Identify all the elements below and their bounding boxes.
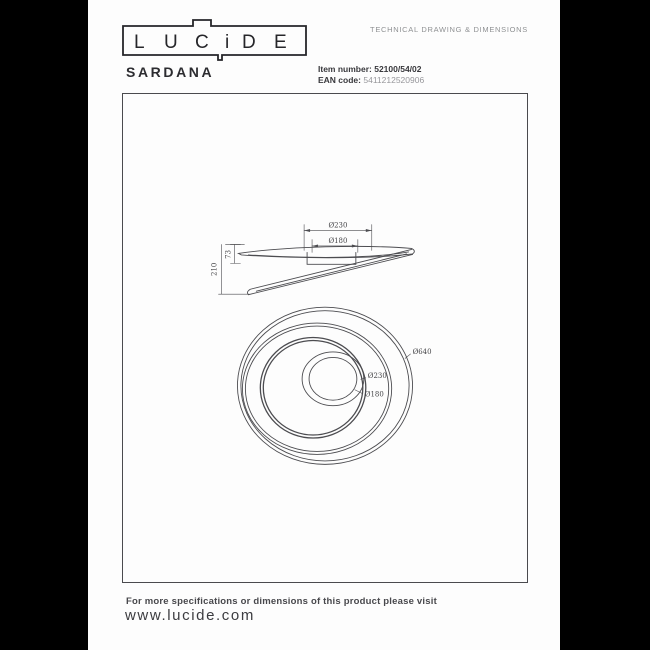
top-dim-640-label: Ø640 [412,347,432,356]
website-link[interactable]: www.lucide.com [125,607,255,624]
top-dim-230-label: Ø230 [367,371,387,380]
document-page [88,0,560,650]
top-dim-180-label: Ø180 [364,390,384,399]
side-dim-230-label: Ø230 [328,221,348,230]
ean-row [318,75,424,86]
logo-letter: E [274,32,287,53]
top-view-canopy-outer-circle [302,352,364,406]
top-view-bold-ring-inner [263,340,363,435]
dim-line-210 [219,244,250,294]
top-view-middle-ring-inner [245,326,388,451]
arrow-180-right [352,244,358,247]
tagline: TECHNICAL DRAWING & DIMENSIONS [370,25,528,34]
item-info [318,64,424,86]
arrow-230-right [366,229,372,232]
product-name: SARDANA [126,64,215,80]
logo-letter: D [242,32,256,53]
technical-drawing-frame [122,93,528,583]
top-view-outer-ring-inner [241,311,409,461]
top-view-canopy-inner-circle [309,357,357,400]
lucide-logo-svg [121,18,309,62]
logo-letter: U [164,32,178,53]
logo-letter: i [225,32,230,53]
side-dim-73-label: 73 [224,249,233,259]
logo-letter: C [195,32,209,53]
logo-letter: L [134,32,145,53]
arrow-230-left [304,229,310,232]
item-number-row [318,64,424,75]
side-dim-180-label: Ø180 [328,236,348,245]
ean-value: 5411212520906 [363,75,425,85]
ean-label: EAN code: [318,75,361,85]
lucide-logo [121,18,309,62]
side-view-tilted-ring-inner-line [256,254,406,291]
footer-note: For more specifications or dimensions of this product please visit [126,596,437,607]
side-dim-210-label: 210 [210,262,219,276]
side-view-canopy-box [307,252,356,264]
item-number-value: 52100/54/02 [374,64,422,74]
top-view-bold-ring [260,338,365,439]
technical-drawing [123,94,527,582]
item-number-label: Item number: [318,64,372,74]
